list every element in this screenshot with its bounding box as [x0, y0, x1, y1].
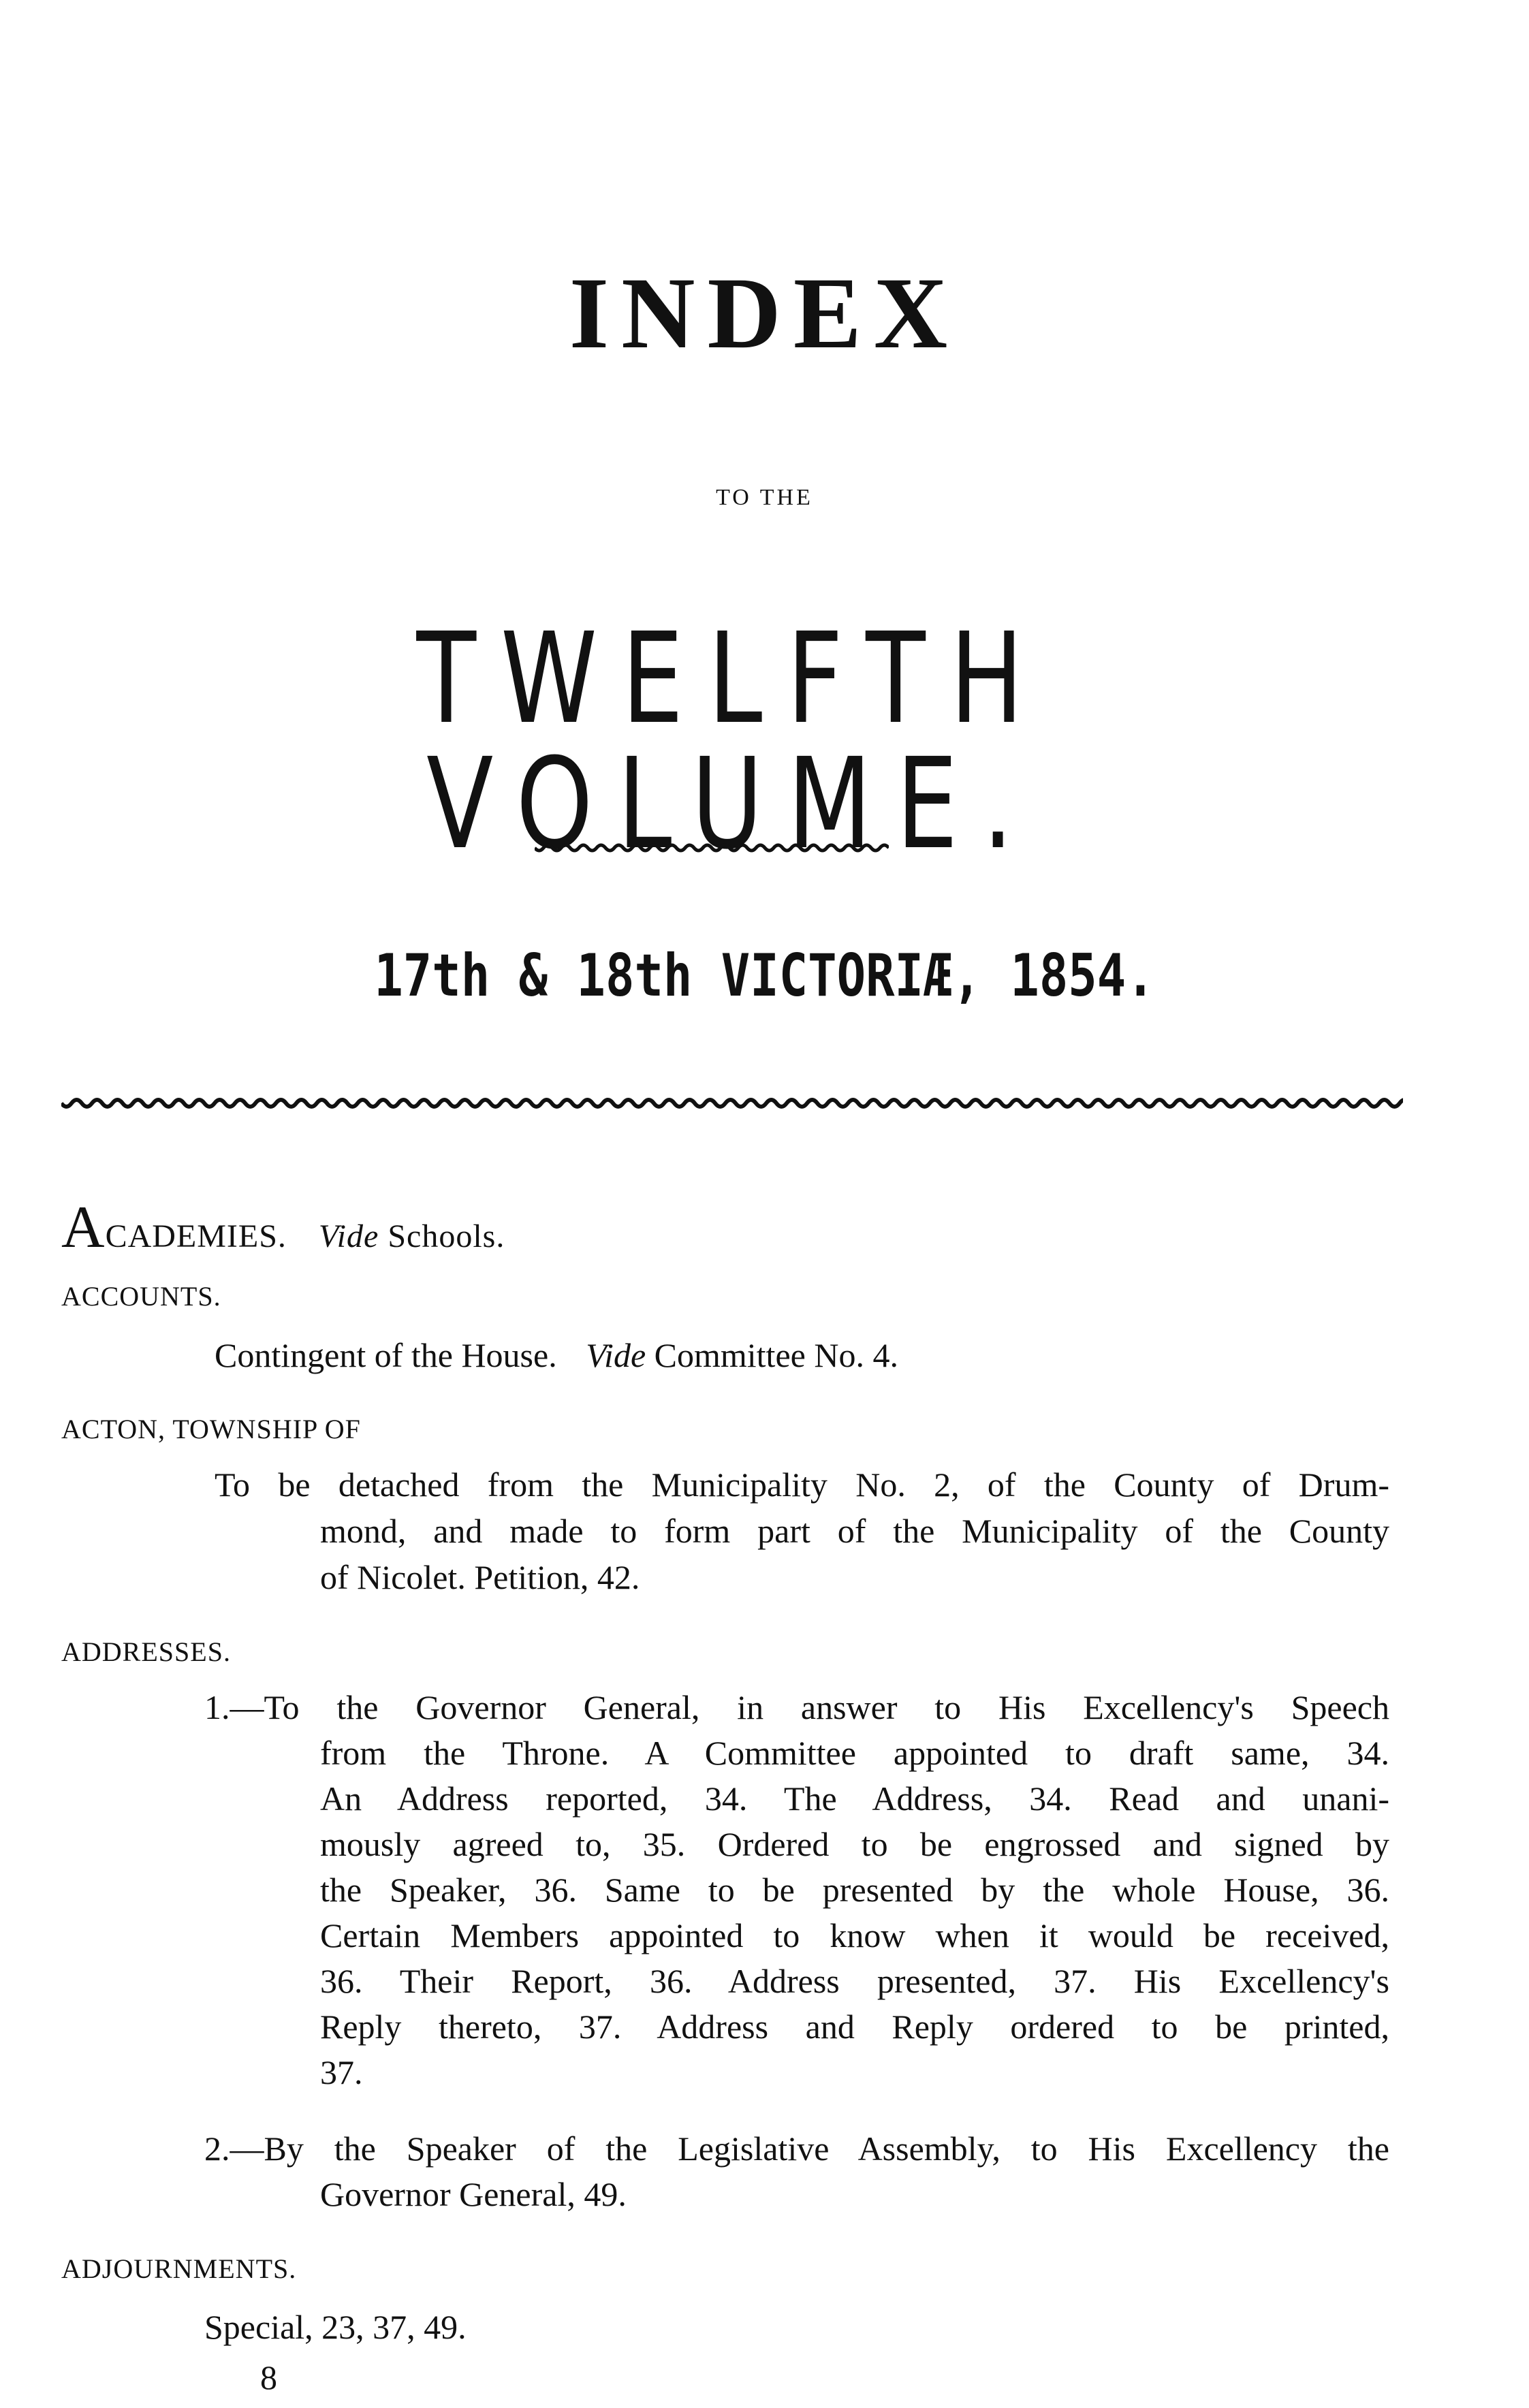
acton-line-3: of Nicolet. Petition, 42. [320, 1558, 640, 1596]
acton-line-1: To be detached from the Municipality No. 2, of the County of Drum- [215, 1466, 1389, 1504]
addresses-item1-line-3: An Address reported, 34. The Address, 34. Read and unani- [320, 1779, 1389, 1818]
academies-vide: Vide [318, 1218, 379, 1254]
academies-ref: Schools. [388, 1218, 505, 1254]
short-wave-rule [535, 838, 889, 858]
addresses-item2-line-2: Governor General, 49. [320, 2175, 627, 2213]
academies-initial: A [61, 1194, 106, 1261]
acton-line-2: mond, and made to form part of the Municipality of the County [320, 1512, 1389, 1550]
to-the-label: TO THE [716, 485, 813, 510]
addresses-item1-line-5: the Speaker, 36. Same to be presented by the whole House, 36. [320, 1871, 1389, 1909]
session-subtitle: 17th & 18th VICTORIÆ, 1854. [374, 942, 1155, 1010]
accounts-vide: Vide [586, 1336, 646, 1374]
accounts-ref: Committee No. 4. [654, 1336, 898, 1374]
index-title: INDEX [569, 257, 960, 370]
addresses-heading: ADDRESSES. [61, 1636, 231, 1667]
addresses-item1-line-8: Reply thereto, 37. Address and Reply ordered to be printed, [320, 2008, 1389, 2046]
addresses-item1-line-2: from the Throne. A Committee appointed to draft same, 34. [320, 1734, 1389, 1772]
addresses-item1-line-1: 1.—To the Governor General, in answer to His Excellency's Speech [204, 1688, 1389, 1726]
adjournments-heading: ADJOURNMENTS. [61, 2253, 297, 2284]
accounts-heading: ACCOUNTS. [61, 1281, 221, 1312]
volume-title: TWELFTH VOLUME. [416, 606, 1048, 877]
long-wave-rule [61, 1090, 1403, 1117]
addresses-item1-line-9: 37. [320, 2053, 363, 2091]
accounts-text: Contingent of the House. [215, 1336, 557, 1374]
addresses-item2-line-1: 2.—By the Speaker of the Legislative Assembly, to His Excellency the [204, 2129, 1389, 2168]
addresses-item1-line-7: 36. Their Report, 36. Address presented, 37. His Excellency's [320, 1962, 1389, 2000]
accounts-line [215, 1338, 898, 1372]
entry-academies [61, 1193, 505, 1262]
addresses-item1-line-4: mously agreed to, 35. Ordered to be engrossed and signed by [320, 1825, 1389, 1863]
addresses-item1-line-6: Certain Members appointed to know when it would be received, [320, 1916, 1389, 1954]
adjournments-line: Special, 23, 37, 49. [204, 2308, 467, 2346]
acton-heading: ACTON, TOWNSHIP OF [61, 1414, 361, 1444]
page-number: 8 [260, 2358, 277, 2396]
academies-heading: CADEMIES. [105, 1218, 287, 1254]
